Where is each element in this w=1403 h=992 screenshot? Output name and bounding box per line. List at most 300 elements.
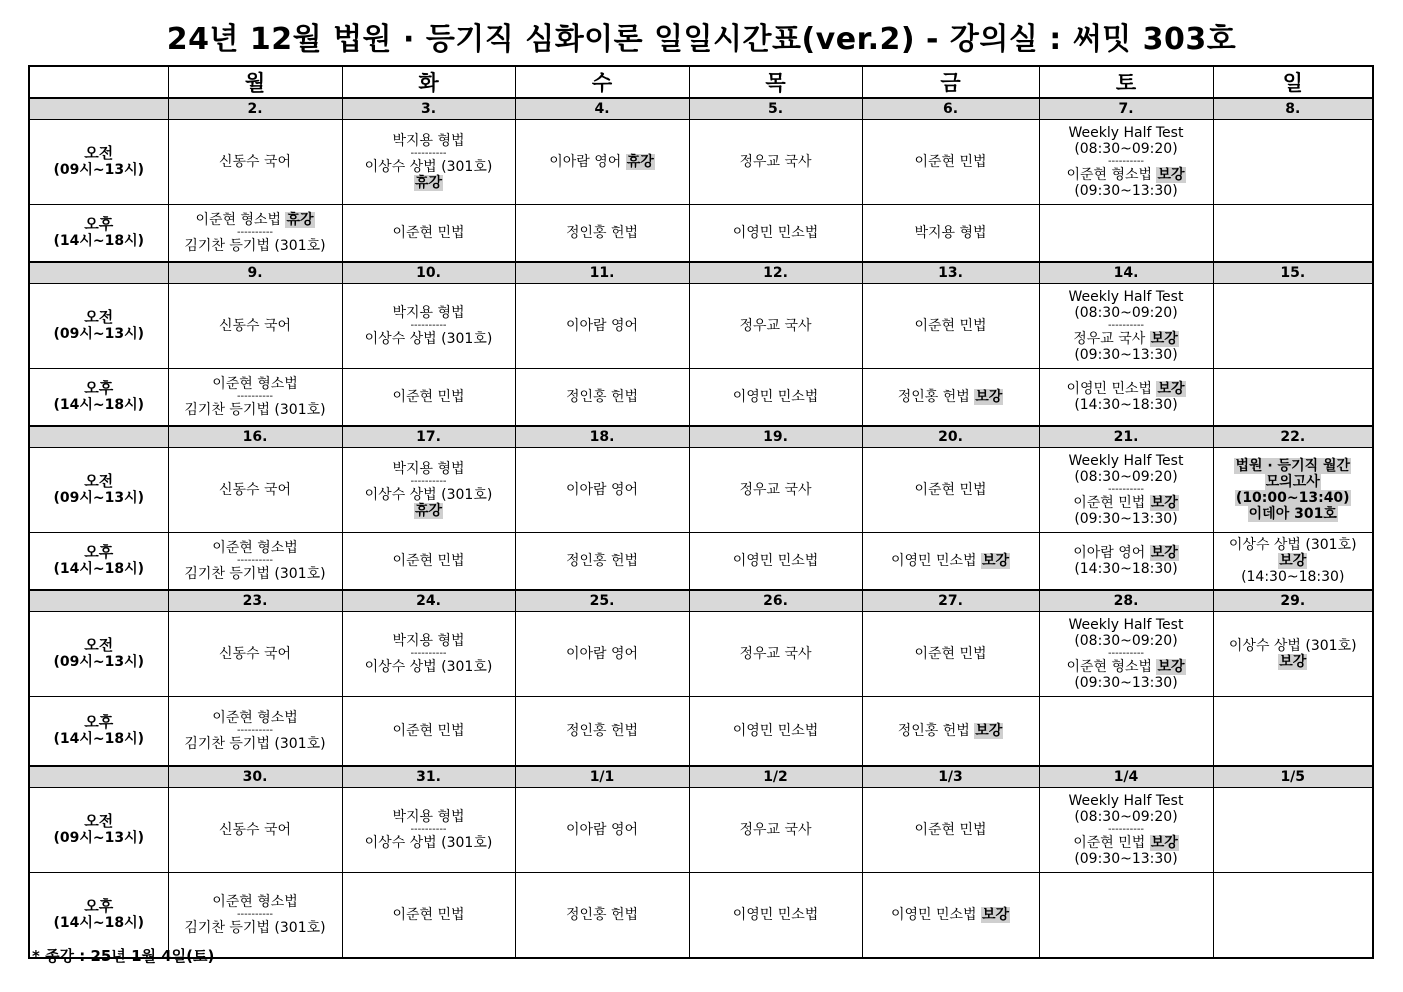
cell-separator: ---------- [410,320,447,331]
class-entry [343,133,515,149]
date-cell-mon: 23. [168,590,342,612]
class-entry [1214,458,1373,474]
class-text: 정인홍 헌법 [565,723,639,739]
date-cell-tue: 17. [342,426,515,448]
class-entry [1040,633,1213,649]
status-badge: 보강 [1150,495,1178,511]
class-text: 이아람 영어 [565,646,639,662]
schedule-cell-sun-pm [1213,533,1373,591]
am-period-label-line: 오전 [84,144,114,162]
am-period-label [29,284,168,369]
schedule-cell-wed-am [515,612,689,697]
class-entry [1214,506,1373,522]
class-text: 김기찬 등기법 (301호) [184,402,326,418]
class-entry [516,907,689,923]
class-entry [516,553,689,569]
date-row-corner [29,426,168,448]
date-cell-tue: 10. [342,262,515,284]
schedule-cell-fri-pm [862,697,1039,767]
class-text: 이준현 민법 [914,318,987,334]
schedule-cell-sat-am [1039,284,1213,369]
schedule-cell-tue-pm [342,873,515,959]
class-text: (08:30~09:20) [1074,141,1178,157]
date-cell-sun: 15. [1213,262,1373,284]
class-entry [1040,793,1213,809]
class-entry [863,723,1039,739]
class-text: 이준현 형소법 [212,540,298,556]
schedule-cell-thu-am [689,788,862,873]
class-text: 이상수 상법 (301호) [364,331,493,347]
class-text: 이영민 민소법 [732,907,819,923]
class-entry [343,907,515,923]
class-entry [169,482,342,498]
class-entry [343,835,515,851]
class-text: 이준현 형소법 [212,376,298,392]
class-entry [169,920,342,936]
class-entry [516,822,689,838]
class-text: 이영민 민소법 [732,723,819,739]
class-entry [1040,331,1213,347]
schedule-cell-fri-am [862,612,1039,697]
date-row-corner [29,262,168,284]
class-entry [516,225,689,241]
class-text: 박지용 형법 [392,633,465,649]
cell-separator: ---------- [1107,648,1145,659]
class-text: 이준현 민법 [914,646,987,662]
pm-session-row [29,697,1373,767]
schedule-cell-fri-pm [862,873,1039,959]
class-entry [1214,638,1373,654]
date-cell-sun: 29. [1213,590,1373,612]
class-entry [169,646,342,662]
class-text: 박지용 형법 [392,133,465,149]
date-row [29,766,1373,788]
date-cell-thu: 12. [689,262,862,284]
status-badge: 휴강 [414,503,443,519]
date-cell-sun: 22. [1213,426,1373,448]
schedule-cell-mon-pm [168,205,342,263]
date-cell-thu: 5. [689,98,862,120]
cell-separator: ---------- [1107,156,1145,167]
date-cell-mon: 30. [168,766,342,788]
class-text: 정인홍 헌법 [565,907,639,923]
class-entry [863,482,1039,498]
pm-session-row [29,369,1373,427]
weekday-sat: 토 [1039,66,1213,98]
class-entry [863,318,1039,334]
schedule-cell-sun-am [1213,448,1373,533]
am-period-label-line: (09시~13시) [53,162,145,178]
class-text: (14:30~18:30) [1074,397,1178,413]
status-badge: 모의고사 [1265,474,1320,490]
class-text: 이영민 민소법 [1066,381,1157,397]
class-entry [169,238,342,254]
schedule-cell-thu-pm [689,873,862,959]
am-period-label-line: 오전 [84,812,114,830]
class-entry [343,659,515,675]
class-entry [690,646,862,662]
status-badge: 보강 [981,907,1010,923]
class-text: 이준현 민법 [914,822,987,838]
class-text: 이준현 민법 [392,225,465,241]
class-text: 정인홍 헌법 [897,389,975,405]
cell-separator: ---------- [236,227,274,238]
cell-separator: ---------- [1107,320,1145,331]
schedule-cell-sun-am [1213,612,1373,697]
am-period-label-line: (09시~13시) [53,490,145,506]
class-entry [1214,490,1373,506]
schedule-cell-thu-am [689,448,862,533]
class-entry [1040,617,1213,633]
class-text: 정인홍 헌법 [565,553,639,569]
status-badge: 보강 [1279,654,1307,670]
date-cell-wed: 18. [515,426,689,448]
class-entry [1214,654,1373,670]
schedule-cell-fri-pm [862,369,1039,427]
class-text: 김기찬 등기법 (301호) [184,238,326,254]
schedule-cell-sun-am [1213,120,1373,205]
status-badge: 보강 [1150,835,1178,851]
class-entry [1214,474,1373,490]
class-text: (09:30~13:30) [1074,675,1178,691]
schedule-cell-wed-am [515,788,689,873]
schedule-cell-thu-pm [689,533,862,591]
pm-period-label [29,533,168,591]
date-row [29,426,1373,448]
class-entry [863,646,1039,662]
schedule-cell-thu-pm [689,697,862,767]
class-text: 이준현 형소법 [212,710,298,726]
class-text: 이준현 형소법 [195,212,286,228]
schedule-cell-wed-pm [515,533,689,591]
weekday-thu: 목 [689,66,862,98]
date-cell-tue: 31. [342,766,515,788]
class-text: 신동수 국어 [218,822,292,838]
class-text: (09:30~13:30) [1074,183,1178,199]
date-cell-sat: 21. [1039,426,1213,448]
class-entry [863,822,1039,838]
class-entry [690,225,862,241]
am-period-label-line: 오전 [84,636,114,654]
class-entry [169,710,342,726]
class-text: 이영민 민소법 [732,225,819,241]
class-entry [1040,511,1213,527]
class-entry [169,376,342,392]
am-session-row [29,612,1373,697]
date-cell-tue: 3. [342,98,515,120]
class-text: 이영민 민소법 [890,553,981,569]
class-entry [343,461,515,477]
schedule-cell-thu-pm [689,369,862,427]
schedule-cell-sun-pm [1213,369,1373,427]
date-cell-thu: 19. [689,426,862,448]
am-period-label [29,612,168,697]
cell-separator: ---------- [1107,824,1145,835]
class-text: 김기찬 등기법 (301호) [184,920,326,936]
class-entry [516,482,689,498]
class-text: 박지용 형법 [392,461,465,477]
schedule-cell-sat-pm [1039,369,1213,427]
class-text: (14:30~18:30) [1074,561,1178,577]
class-entry [1040,809,1213,825]
class-entry [1214,537,1373,553]
am-period-label-line: (09시~13시) [53,326,145,342]
cell-separator: ---------- [410,476,447,487]
pm-period-label-line: 오후 [84,897,114,915]
class-text: 이상수 상법 (301호) [364,487,493,503]
pm-period-label-line: 오후 [84,713,114,731]
status-badge: 보강 [981,553,1010,569]
status-badge: 보강 [1157,381,1185,397]
class-entry [1040,453,1213,469]
class-text: 이준현 민법 [1073,835,1150,851]
am-session-row [29,284,1373,369]
weekday-mon: 월 [168,66,342,98]
class-entry [516,318,689,334]
schedule-cell-fri-am [862,284,1039,369]
schedule-cell-fri-am [862,788,1039,873]
schedule-cell-tue-pm [342,697,515,767]
class-entry [343,503,515,519]
class-entry [343,389,515,405]
weekday-header-row [29,66,1373,98]
schedule-cell-sun-pm [1213,873,1373,959]
date-cell-fri: 27. [862,590,1039,612]
schedule-cell-fri-am [862,120,1039,205]
schedule-cell-wed-pm [515,369,689,427]
class-text: (08:30~09:20) [1074,809,1178,825]
am-period-label [29,788,168,873]
status-badge: 휴강 [414,175,443,191]
class-entry [1214,569,1373,585]
class-text: Weekly Half Test [1068,125,1184,141]
date-cell-fri: 6. [862,98,1039,120]
class-entry [169,154,342,170]
status-badge: 보강 [1279,553,1307,569]
status-badge: 보강 [975,389,1003,405]
schedule-cell-sat-pm [1039,873,1213,959]
class-entry [1040,183,1213,199]
class-text: 김기찬 등기법 (301호) [184,566,326,582]
weekday-fri: 금 [862,66,1039,98]
cell-separator: ---------- [410,824,447,835]
date-cell-tue: 24. [342,590,515,612]
class-entry [1040,851,1213,867]
cell-separator: ---------- [236,909,274,920]
pm-period-label-line: (14시~18시) [53,915,145,931]
class-entry [690,154,862,170]
class-entry [1040,495,1213,511]
class-text: 신동수 국어 [218,482,292,498]
schedule-cell-sun-am [1213,788,1373,873]
date-cell-sat: 28. [1039,590,1213,612]
cell-separator: ---------- [236,725,274,736]
class-text: 박지용 형법 [392,305,465,321]
class-text: 이준현 민법 [392,907,465,923]
pm-period-label-line: (14시~18시) [53,233,145,249]
status-badge: 이데아 301호 [1248,506,1337,522]
class-entry [343,809,515,825]
schedule-cell-mon-pm [168,533,342,591]
class-entry [1040,397,1213,413]
pm-period-label-line: 오후 [84,215,114,233]
schedule-cell-thu-pm [689,205,862,263]
schedule-cell-fri-pm [862,205,1039,263]
weekday-wed: 수 [515,66,689,98]
class-text: Weekly Half Test [1068,793,1184,809]
am-session-row [29,448,1373,533]
class-text: 정인홍 헌법 [565,225,639,241]
class-text: 신동수 국어 [218,646,292,662]
class-entry [516,723,689,739]
header-corner [29,66,168,98]
schedule-cell-mon-am [168,612,342,697]
am-period-label-line: 오전 [84,308,114,326]
class-entry [1040,141,1213,157]
schedule-cell-wed-pm [515,873,689,959]
class-entry [169,566,342,582]
schedule-cell-mon-pm [168,697,342,767]
class-text: 정우교 국사 [739,646,812,662]
class-text: 이상수 상법 (301호) [364,159,493,175]
schedule-cell-sat-pm [1039,205,1213,263]
schedule-cell-wed-am [515,284,689,369]
class-entry [343,225,515,241]
cell-separator: ---------- [410,148,447,159]
class-entry [690,318,862,334]
schedule-cell-wed-am [515,120,689,205]
weekday-tue: 화 [342,66,515,98]
pm-session-row [29,873,1373,959]
date-row-corner [29,98,168,120]
schedule-cell-wed-pm [515,205,689,263]
class-text: 이아람 영어 [565,822,639,838]
class-entry [343,331,515,347]
pm-session-row [29,205,1373,263]
am-period-label-line: (09시~13시) [53,654,145,670]
pm-period-label [29,697,168,767]
date-cell-sun: 1/5 [1213,766,1373,788]
pm-period-label [29,369,168,427]
date-cell-thu: 26. [689,590,862,612]
date-row [29,98,1373,120]
class-text: Weekly Half Test [1068,289,1184,305]
class-text: Weekly Half Test [1068,453,1184,469]
date-cell-sun: 8. [1213,98,1373,120]
class-text: 정우교 국사 [739,318,812,334]
schedule-cell-thu-am [689,284,862,369]
am-session-row [29,120,1373,205]
date-cell-fri: 1/3 [862,766,1039,788]
class-text: 이아람 영어 [565,318,639,334]
class-entry [516,646,689,662]
schedule-cell-tue-am [342,448,515,533]
class-text: 이상수 상법 (301호) [364,659,493,675]
class-entry [343,159,515,175]
class-text: 이준현 민법 [914,482,987,498]
class-entry [169,822,342,838]
class-entry [690,553,862,569]
class-entry [1040,125,1213,141]
class-entry [169,894,342,910]
pm-period-label-line: 오후 [84,543,114,561]
class-entry [169,212,342,228]
class-entry [863,389,1039,405]
status-badge: 보강 [1157,659,1185,675]
class-entry [1040,675,1213,691]
class-entry [169,540,342,556]
schedule-cell-mon-pm [168,369,342,427]
date-cell-sat: 7. [1039,98,1213,120]
schedule-cell-tue-pm [342,369,515,427]
date-cell-sat: 1/4 [1039,766,1213,788]
schedule-cell-fri-pm [862,533,1039,591]
class-text: 이아람 영어 [1073,545,1150,561]
schedule-cell-thu-am [689,612,862,697]
class-text: 이준현 민법 [914,154,987,170]
schedule-cell-sun-pm [1213,697,1373,767]
class-entry [1040,545,1213,561]
status-badge: 휴강 [626,154,654,170]
status-badge: 보강 [1150,331,1178,347]
class-entry [690,389,862,405]
status-badge: 휴강 [286,212,314,228]
class-entry [1040,835,1213,851]
class-entry [1040,305,1213,321]
schedule-cell-tue-am [342,120,515,205]
schedule-cell-thu-am [689,120,862,205]
class-text: 정우교 국사 [739,482,812,498]
date-cell-thu: 1/2 [689,766,862,788]
class-text: 정인홍 헌법 [897,723,975,739]
pm-period-label-line: 오후 [84,379,114,397]
class-text: 이준현 형소법 [212,894,298,910]
class-text: 이상수 상법 (301호) [364,835,493,851]
class-text: (09:30~13:30) [1074,347,1178,363]
schedule-cell-mon-am [168,120,342,205]
status-badge: 법원 · 등기직 월간 [1235,458,1351,474]
class-text: 신동수 국어 [218,318,292,334]
status-badge: (10:00~13:40) [1235,490,1350,506]
schedule-cell-sat-pm [1039,533,1213,591]
class-entry [1040,289,1213,305]
class-text: (08:30~09:20) [1074,633,1178,649]
schedule-cell-sun-pm [1213,205,1373,263]
weekday-sun: 일 [1213,66,1373,98]
class-entry [516,389,689,405]
class-entry [863,154,1039,170]
schedule-cell-tue-am [342,612,515,697]
class-entry [169,736,342,752]
schedule-cell-sun-am [1213,284,1373,369]
class-text: 이준현 민법 [392,723,465,739]
schedule-cell-mon-am [168,788,342,873]
pm-period-label-line: (14시~18시) [53,731,145,747]
cell-separator: ---------- [236,391,274,402]
class-entry [1040,347,1213,363]
class-entry [863,225,1039,241]
class-text: (09:30~13:30) [1074,851,1178,867]
class-text: 신동수 국어 [218,154,292,170]
class-text: (08:30~09:20) [1074,305,1178,321]
class-entry [1040,381,1213,397]
date-cell-mon: 16. [168,426,342,448]
class-text: 이상수 상법 (301호) [1228,638,1357,654]
class-text: 정우교 국사 [739,822,812,838]
class-text: 이준현 민법 [392,553,465,569]
class-text: 박지용 형법 [392,809,465,825]
date-row-corner [29,590,168,612]
